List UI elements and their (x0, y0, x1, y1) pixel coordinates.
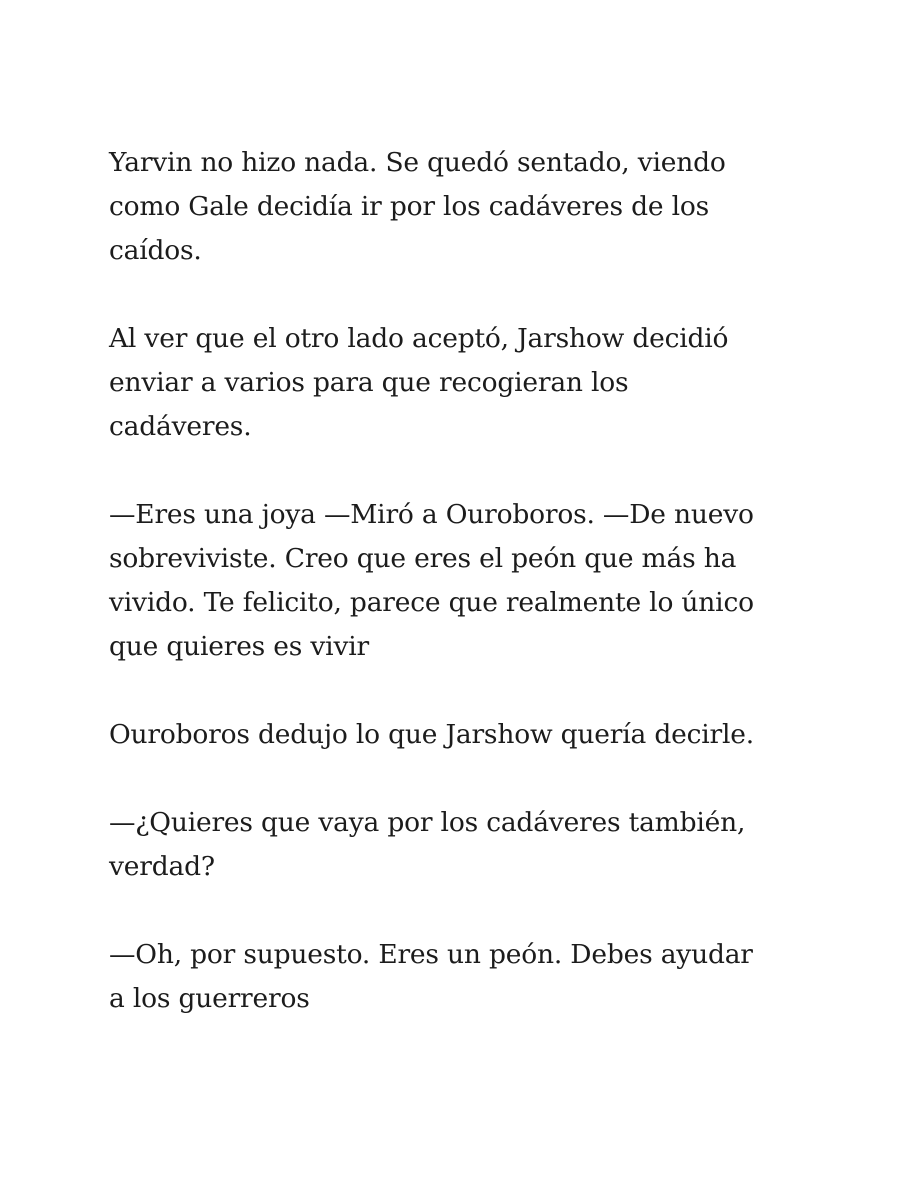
paragraph (109, 933, 799, 1021)
text-line: —¿Quieres que vaya por los cadáveres también, (109, 807, 746, 838)
text-body (109, 141, 799, 1021)
text-line: cadáveres. (109, 411, 252, 442)
paragraph (109, 141, 799, 273)
text-line: —Eres una joya —Miró a Ouroboros. —De nuevo (109, 499, 754, 530)
text-line: que quieres es vivir (109, 631, 369, 662)
text-line: caídos. (109, 235, 202, 266)
text-line: verdad? (109, 851, 215, 882)
text-line: enviar a varios para que recogieran los (109, 367, 629, 398)
text-line: sobreviviste. Creo que eres el peón que más ha (109, 543, 737, 574)
paragraph (109, 317, 799, 449)
text-line: vivido. Te felicito, parece que realmente lo único (109, 587, 754, 618)
text-line: como Gale decidía ir por los cadáveres de los (109, 191, 710, 222)
paragraph (109, 493, 799, 669)
text-line: Yarvin no hizo nada. Se quedó sentado, viendo (109, 147, 726, 178)
text-line: —Oh, por supuesto. Eres un peón. Debes ayudar (109, 939, 753, 970)
paragraph (109, 801, 799, 889)
paragraph (109, 713, 799, 757)
text-line: a los guerreros (109, 983, 310, 1014)
text-line: Al ver que el otro lado aceptó, Jarshow decidió (109, 323, 729, 354)
text-line: Ouroboros dedujo lo que Jarshow quería decirle. (109, 719, 754, 750)
